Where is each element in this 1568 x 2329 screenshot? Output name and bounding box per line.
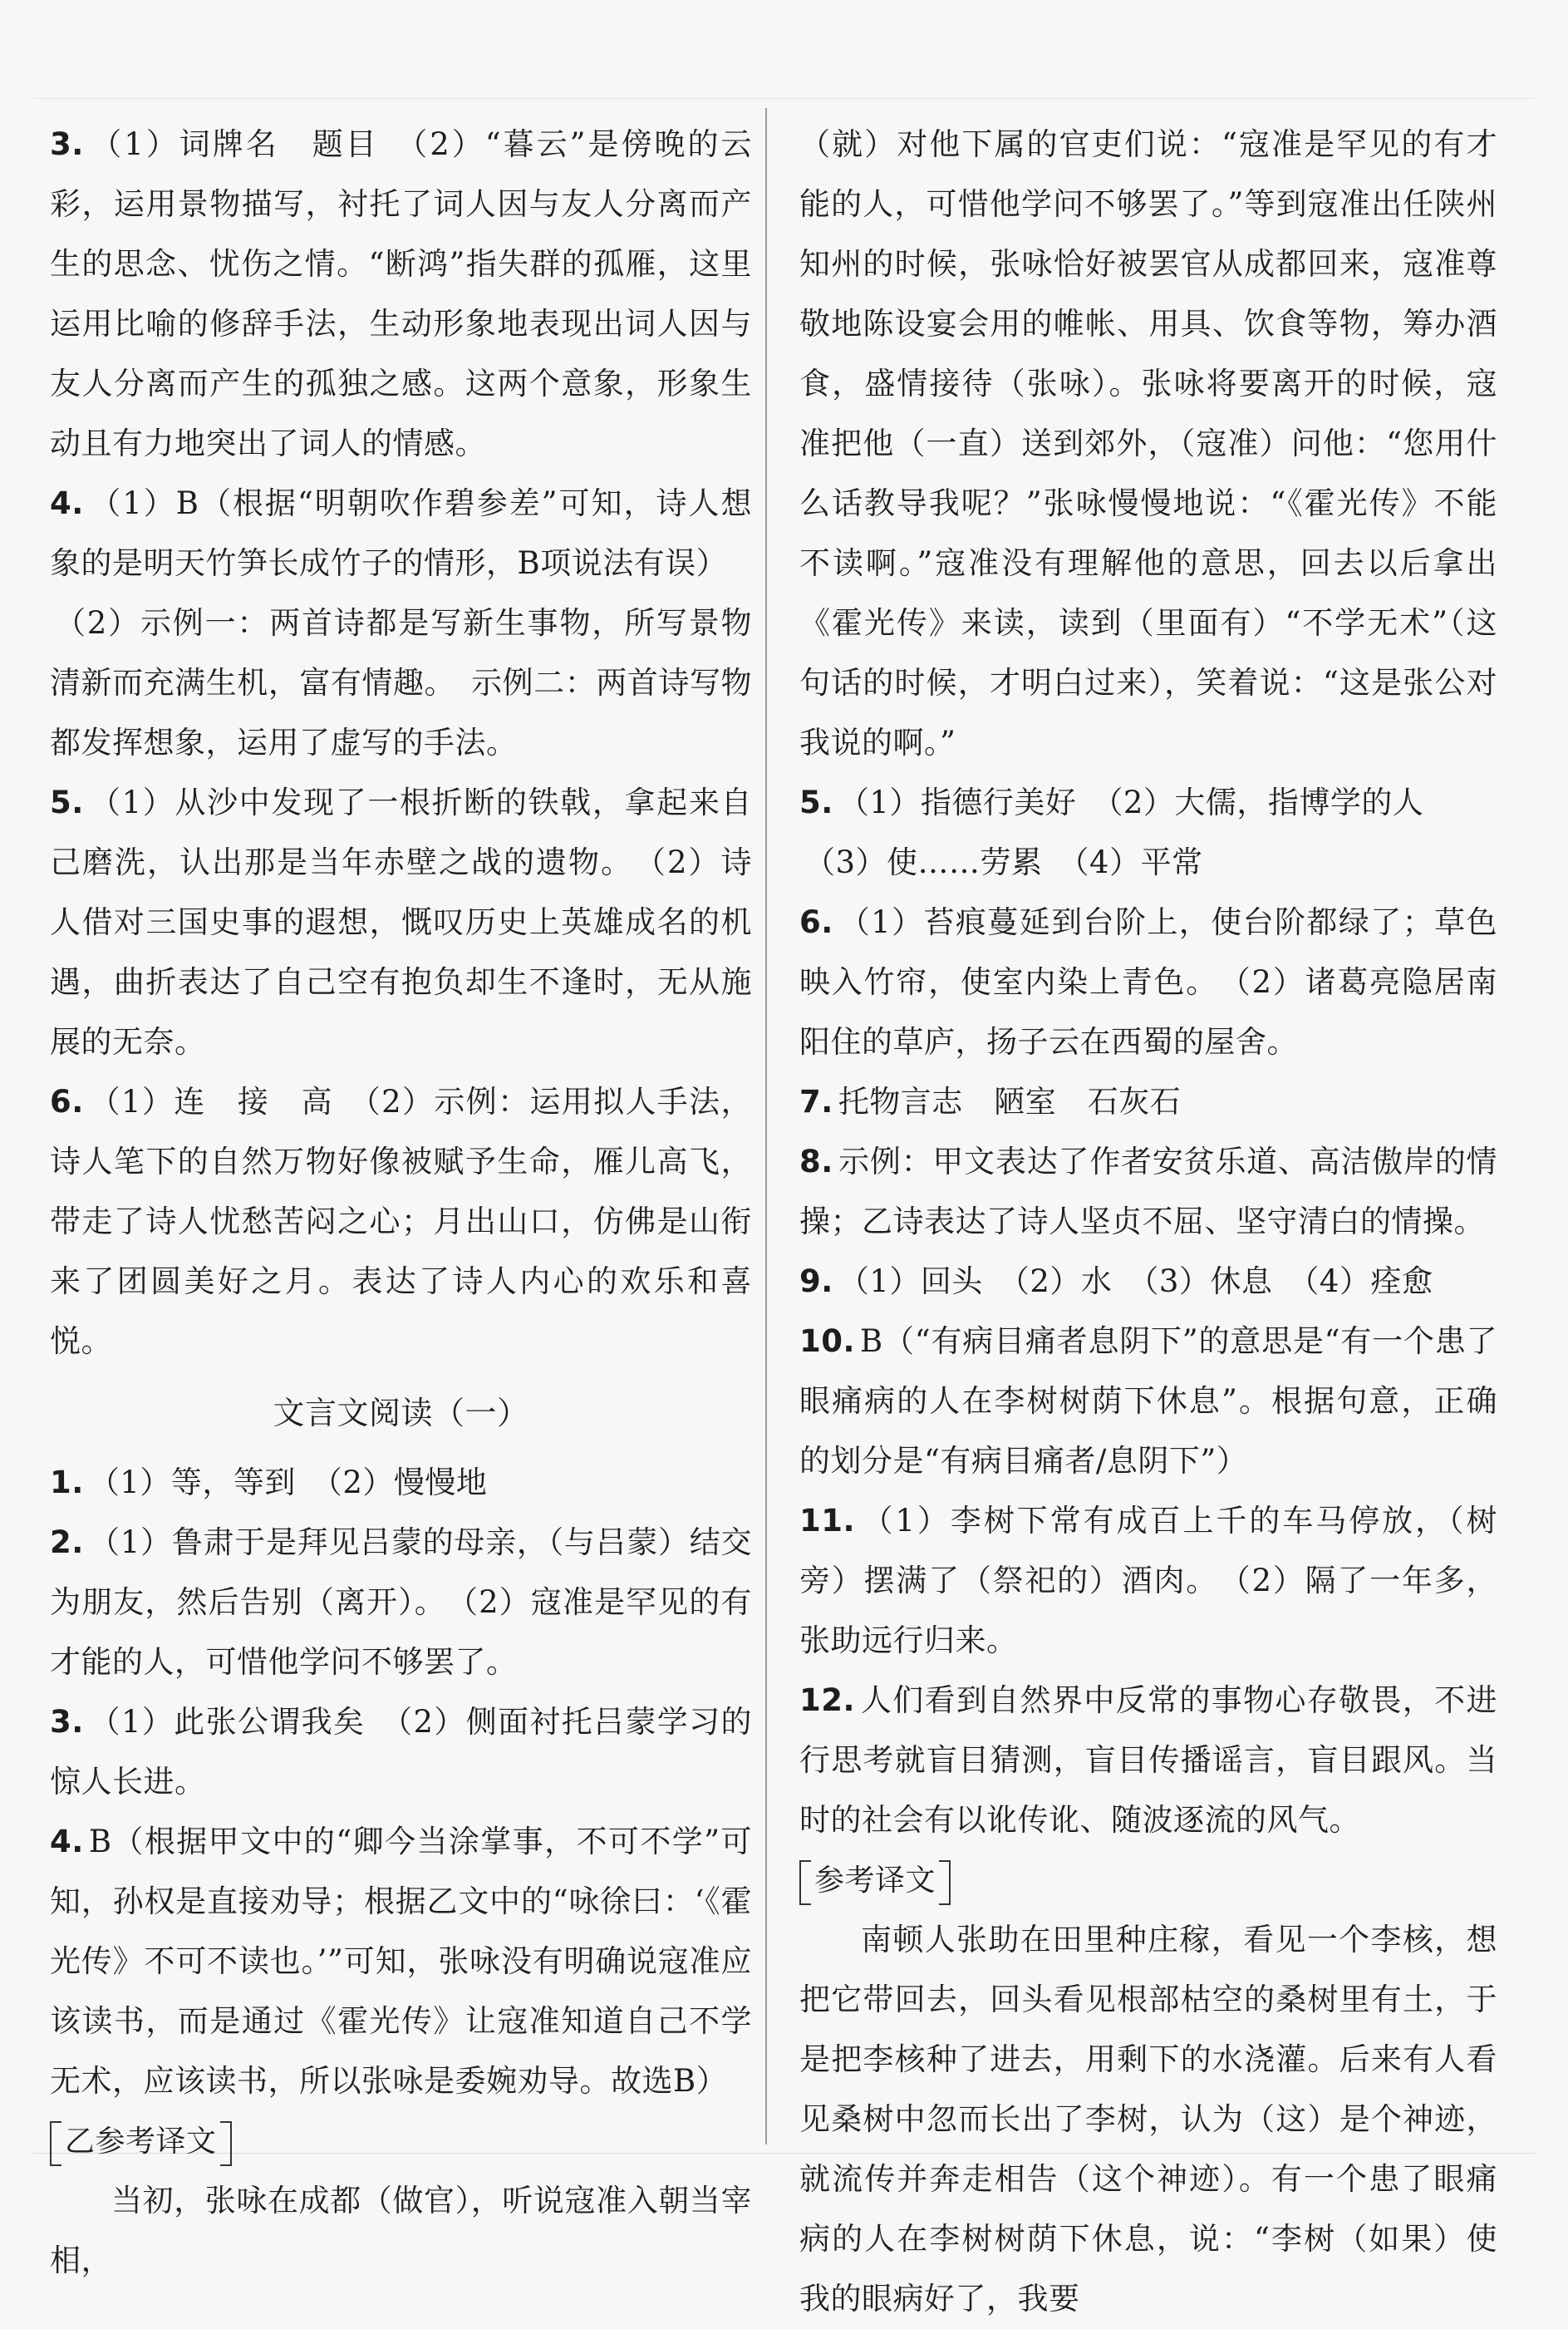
item-number: 7. xyxy=(799,1084,833,1120)
item-text: 托物言志 陋室 石灰石 xyxy=(838,1084,1182,1120)
answer-item xyxy=(50,1072,752,1371)
item-text: （2）示例一：两首诗都是写新生事物，所写景物清新而充满生机，富有情趣。 示例二：两首诗写物都发挥想象，运用了虚写的手法。 xyxy=(50,605,752,761)
answer-item xyxy=(799,893,1497,1072)
item-text: （1）词牌名 题目 （2）“暮云”是傍晚的云彩，运用景物描写，衬托了词人因与友人分离而产生的思念、忧伤之情。“断鸿”指失群的孤雁，这里运用比喻的修辞手法，生动形象地表现出词人因与友人分离而产生的孤独之感。这两个意象，形象生动且有力地突出了词人的情感。 xyxy=(50,126,752,461)
item-number: 8. xyxy=(799,1144,833,1179)
item-text: （1）等，等到 （2）慢慢地 xyxy=(88,1465,488,1500)
item-number: 4. xyxy=(50,485,84,521)
item-number: 4. xyxy=(50,1824,84,1859)
item-number: 11. xyxy=(799,1503,856,1539)
item-text: （1）回头 （2）水 （3）休息 （4）痊愈 xyxy=(838,1263,1433,1299)
reference-translation-text: 当初，张咏在成都（做官），听说寇准入朝当宰相， xyxy=(50,2183,752,2278)
reference-translation-label: 乙参考译文 xyxy=(50,2121,232,2163)
section-title: 文言文阅读（一） xyxy=(273,1395,529,1431)
item-text: （1）苔痕蔓延到台阶上，使台阶都绿了；草色映入竹帘，使室内染上青色。 （2）诸葛亮隐居南阳住的草庐，扬子云在西蜀的屋舍。 xyxy=(799,904,1497,1060)
item-text: （1）从沙中发现了一根折断的铁戟，拿起来自己磨洗，认出那是当年赤壁之战的遗物。 （2）诗人借对三国史事的遐想，慨叹历史上英雄成名的机遇，曲折表达了自己空有抱负却生不逢时，无从施展的无奈。 xyxy=(50,785,752,1060)
reference-translation-text: 南顿人张助在田里种庄稼，看见一个李核，想把它带回去，回头看见根部枯空的桑树里有土，于是把李核种了进去，用剩下的水浇灌。后来有人看见桑树中忽而长出了李树，认为（这）是个神迹，就流传并奔走相告（这个神迹）。有一个患了眼痛病的人在李树树荫下休息，说：“李树（如果）使我的眼病好了，我要 xyxy=(799,1922,1497,2317)
item-number: 6. xyxy=(50,1084,84,1120)
item-text: 示例：甲文表达了作者安贫乐道、高洁傲岸的情操；乙诗表达了诗人坚贞不屈、坚守清白的情操。 xyxy=(799,1144,1497,1239)
item-text: （3）使……劳累 （4）平常 xyxy=(804,844,1203,880)
item-number: 5. xyxy=(50,785,84,820)
answer-item xyxy=(50,474,752,593)
top-rule xyxy=(33,98,1535,99)
answer-item xyxy=(50,1453,752,1513)
reference-translation-label: 参考译文 xyxy=(799,1860,951,1902)
answer-item xyxy=(799,833,1497,893)
item-number: 10. xyxy=(799,1323,856,1359)
answer-item xyxy=(799,1671,1497,1850)
item-text: B（根据甲文中的“卿今当涂掌事，不可不学”可知，孙权是直接劝导；根据乙文中的“咏徐曰：‘《霍光传》不可不读也。’”可知，张咏没有明确说寇准应该读书，而是通过《霍光传》让寇准知道自己不学无术，应该读书，所以张咏是委婉劝导。故选B） xyxy=(50,1824,752,2099)
item-text: （1）B（根据“明朝吹作碧参差”可知，诗人想象的是明天竹笋长成竹子的情形，B项说法有误） xyxy=(50,485,752,581)
item-number: 3. xyxy=(50,1704,84,1740)
answer-item xyxy=(50,773,752,1072)
answer-item xyxy=(50,1692,752,1812)
item-number: 2. xyxy=(50,1524,84,1560)
answer-item xyxy=(799,1252,1497,1312)
item-text: （1）鲁肃于是拜见吕蒙的母亲，（与吕蒙）结交为朋友，然后告别（离开）。 （2）寇准是罕见的有才能的人，可惜他学问不够罢了。 xyxy=(50,1524,752,1680)
item-number: 1. xyxy=(50,1465,84,1500)
item-text: 人们看到自然界中反常的事物心存敬畏，不进行思考就盲目猜测，盲目传播谣言，盲目跟风。当时的社会有以讹传讹、随波逐流的风气。 xyxy=(799,1682,1497,1838)
item-text: （1）指德行美好 （2）大儒，指博学的人 xyxy=(838,785,1424,820)
item-number: 6. xyxy=(799,904,833,940)
left-column xyxy=(50,115,752,2291)
answer-item xyxy=(799,1072,1497,1132)
column-divider xyxy=(765,108,767,2144)
item-text: B（“有病目痛者息阴下”的意思是“有一个患了眼痛病的人在李树树荫下休息”。根据句意，正确的划分是“有病目痛者/息阴下”） xyxy=(799,1323,1497,1479)
item-number: 5. xyxy=(799,785,833,820)
item-text: （1）李树下常有成百上千的车马停放，（树旁）摆满了（祭祀的）酒肉。 （2）隔了一年多，张助远行归来。 xyxy=(799,1503,1497,1658)
answer-item xyxy=(799,1491,1497,1671)
answer-item xyxy=(799,1132,1497,1252)
item-text: （1）此张公谓我矣 （2）侧面衬托吕蒙学习的惊人长进。 xyxy=(50,1704,752,1800)
item-number: 12. xyxy=(799,1682,856,1718)
item-number: 9. xyxy=(799,1263,833,1299)
answer-item xyxy=(50,1812,752,2111)
item-number: 3. xyxy=(50,126,84,162)
answer-item xyxy=(799,773,1497,833)
answer-item xyxy=(50,115,752,474)
answer-item xyxy=(50,593,752,773)
item-text: （1）连 接 高 （2）示例：运用拟人手法，诗人笔下的自然万物好像被赋予生命，雁儿高飞，带走了诗人忧愁苦闷之心；月出山口，仿佛是山衔来了团圆美好之月。表达了诗人内心的欢乐和喜悦。 xyxy=(50,1084,752,1359)
answer-item xyxy=(50,1513,752,1692)
right-column xyxy=(799,115,1497,2329)
answer-item xyxy=(799,1312,1497,1491)
translation-continued: （就）对他下属的官吏们说：“寇准是罕见的有才能的人，可惜他学问不够罢了。”等到寇准出任陕州知州的时候，张咏恰好被罢官从成都回来，寇准尊敬地陈设宴会用的帷帐、用具、饮食等物，筹办酒食，盛情接待（张咏）。张咏将要离开的时候，寇准把他（一直）送到郊外，（寇准）问他：“您用什么话教导我呢？”张咏慢慢地说：“《霍光传》不能不读啊。”寇准没有理解他的意思，回去以后拿出《霍光传》来读，读到（里面有）“不学无术”（这句话的时候，才明白过来），笑着说：“这是张公对我说的啊。” xyxy=(799,126,1497,761)
